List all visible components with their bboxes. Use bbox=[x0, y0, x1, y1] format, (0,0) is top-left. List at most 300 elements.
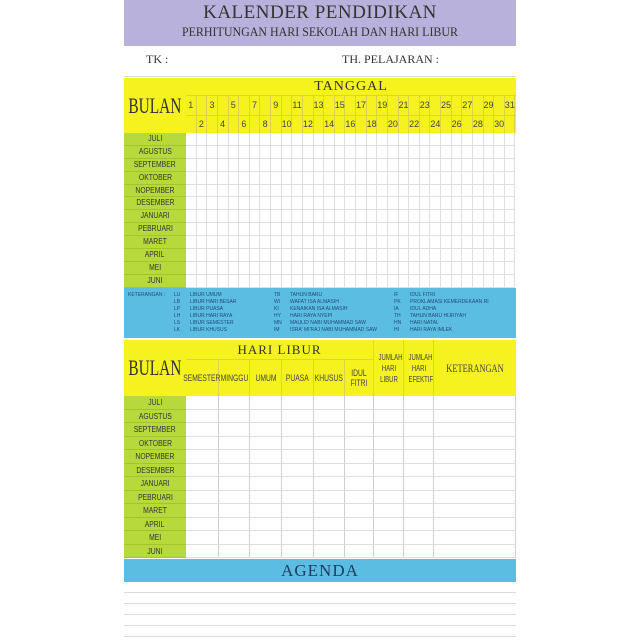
hari-libur-cell[interactable] bbox=[250, 464, 282, 478]
date-cell[interactable] bbox=[229, 172, 240, 185]
date-cell[interactable] bbox=[303, 185, 314, 198]
date-cell[interactable] bbox=[282, 146, 293, 159]
date-cell[interactable] bbox=[367, 236, 378, 249]
hari-libur-cell[interactable] bbox=[434, 437, 516, 451]
date-cell[interactable] bbox=[324, 262, 335, 275]
date-cell[interactable] bbox=[345, 210, 356, 223]
date-cell[interactable] bbox=[494, 249, 505, 262]
date-cell[interactable] bbox=[484, 210, 495, 223]
hari-libur-cell[interactable] bbox=[404, 504, 434, 518]
hari-libur-cell[interactable] bbox=[434, 477, 516, 491]
hari-libur-cell[interactable] bbox=[282, 545, 314, 559]
date-cell[interactable] bbox=[356, 210, 367, 223]
date-cell[interactable] bbox=[271, 146, 282, 159]
date-cell[interactable] bbox=[345, 249, 356, 262]
date-cell[interactable] bbox=[292, 236, 303, 249]
date-cell[interactable] bbox=[473, 275, 484, 288]
hari-libur-cell[interactable] bbox=[404, 464, 434, 478]
hari-libur-cell[interactable] bbox=[219, 504, 250, 518]
hari-libur-cell[interactable] bbox=[345, 477, 374, 491]
date-cell[interactable] bbox=[250, 262, 261, 275]
hari-libur-cell[interactable] bbox=[374, 477, 404, 491]
hari-libur-cell[interactable] bbox=[282, 464, 314, 478]
hari-libur-cell[interactable] bbox=[314, 518, 345, 532]
date-cell[interactable] bbox=[420, 275, 431, 288]
date-cell[interactable] bbox=[409, 172, 420, 185]
date-cell[interactable] bbox=[377, 172, 388, 185]
date-cell[interactable] bbox=[377, 185, 388, 198]
date-cell[interactable] bbox=[452, 275, 463, 288]
date-cell[interactable] bbox=[303, 236, 314, 249]
date-cell[interactable] bbox=[207, 197, 218, 210]
date-cell[interactable] bbox=[314, 172, 325, 185]
date-cell[interactable] bbox=[292, 249, 303, 262]
hari-libur-cell[interactable] bbox=[345, 423, 374, 437]
date-cell[interactable] bbox=[314, 197, 325, 210]
date-cell[interactable] bbox=[324, 159, 335, 172]
date-cell[interactable] bbox=[462, 133, 473, 146]
date-cell[interactable] bbox=[409, 197, 420, 210]
hari-libur-cell[interactable] bbox=[345, 450, 374, 464]
hari-libur-cell[interactable] bbox=[434, 504, 516, 518]
date-cell[interactable] bbox=[314, 185, 325, 198]
date-cell[interactable] bbox=[218, 197, 229, 210]
date-cell[interactable] bbox=[345, 159, 356, 172]
date-cell[interactable] bbox=[292, 133, 303, 146]
date-cell[interactable] bbox=[345, 185, 356, 198]
date-cell[interactable] bbox=[239, 197, 250, 210]
date-cell[interactable] bbox=[452, 249, 463, 262]
date-cell[interactable] bbox=[441, 159, 452, 172]
date-cell[interactable] bbox=[207, 249, 218, 262]
hari-libur-cell[interactable] bbox=[434, 491, 516, 505]
date-cell[interactable] bbox=[452, 172, 463, 185]
agenda-line[interactable] bbox=[124, 582, 516, 593]
date-cell[interactable] bbox=[399, 210, 410, 223]
date-cell[interactable] bbox=[303, 146, 314, 159]
date-cell[interactable] bbox=[271, 210, 282, 223]
date-cell[interactable] bbox=[367, 249, 378, 262]
date-cell[interactable] bbox=[430, 223, 441, 236]
date-cell[interactable] bbox=[314, 146, 325, 159]
date-cell[interactable] bbox=[239, 185, 250, 198]
date-cell[interactable] bbox=[218, 249, 229, 262]
date-cell[interactable] bbox=[314, 159, 325, 172]
date-cell[interactable] bbox=[452, 210, 463, 223]
date-cell[interactable] bbox=[314, 210, 325, 223]
date-cell[interactable] bbox=[377, 197, 388, 210]
date-cell[interactable] bbox=[324, 172, 335, 185]
date-cell[interactable] bbox=[462, 275, 473, 288]
date-cell[interactable] bbox=[303, 223, 314, 236]
date-cell[interactable] bbox=[345, 133, 356, 146]
date-cell[interactable] bbox=[484, 159, 495, 172]
date-cell[interactable] bbox=[197, 197, 208, 210]
date-cell[interactable] bbox=[239, 223, 250, 236]
date-cell[interactable] bbox=[239, 146, 250, 159]
date-cell[interactable] bbox=[292, 210, 303, 223]
hari-libur-cell[interactable] bbox=[345, 518, 374, 532]
date-cell[interactable] bbox=[229, 210, 240, 223]
date-cell[interactable] bbox=[239, 133, 250, 146]
date-cell[interactable] bbox=[367, 262, 378, 275]
date-cell[interactable] bbox=[229, 159, 240, 172]
hari-libur-cell[interactable] bbox=[314, 423, 345, 437]
date-cell[interactable] bbox=[303, 262, 314, 275]
date-cell[interactable] bbox=[356, 185, 367, 198]
date-cell[interactable] bbox=[282, 133, 293, 146]
hari-libur-cell[interactable] bbox=[250, 545, 282, 559]
date-cell[interactable] bbox=[505, 236, 516, 249]
date-cell[interactable] bbox=[324, 185, 335, 198]
hari-libur-cell[interactable] bbox=[186, 423, 219, 437]
hari-libur-cell[interactable] bbox=[282, 423, 314, 437]
date-cell[interactable] bbox=[239, 210, 250, 223]
hari-libur-cell[interactable] bbox=[434, 410, 516, 424]
date-cell[interactable] bbox=[409, 133, 420, 146]
date-cell[interactable] bbox=[484, 249, 495, 262]
date-cell[interactable] bbox=[420, 249, 431, 262]
date-cell[interactable] bbox=[324, 249, 335, 262]
date-cell[interactable] bbox=[282, 197, 293, 210]
date-cell[interactable] bbox=[462, 185, 473, 198]
date-cell[interactable] bbox=[462, 159, 473, 172]
date-cell[interactable] bbox=[218, 262, 229, 275]
date-cell[interactable] bbox=[282, 210, 293, 223]
date-cell[interactable] bbox=[324, 210, 335, 223]
date-cell[interactable] bbox=[441, 236, 452, 249]
date-cell[interactable] bbox=[314, 133, 325, 146]
date-cell[interactable] bbox=[377, 133, 388, 146]
hari-libur-cell[interactable] bbox=[250, 531, 282, 545]
hari-libur-cell[interactable] bbox=[345, 504, 374, 518]
date-cell[interactable] bbox=[207, 185, 218, 198]
date-cell[interactable] bbox=[303, 159, 314, 172]
hari-libur-cell[interactable] bbox=[374, 518, 404, 532]
date-cell[interactable] bbox=[250, 210, 261, 223]
hari-libur-cell[interactable] bbox=[282, 531, 314, 545]
hari-libur-cell[interactable] bbox=[186, 531, 219, 545]
hari-libur-cell[interactable] bbox=[282, 396, 314, 410]
date-cell[interactable] bbox=[505, 249, 516, 262]
date-cell[interactable] bbox=[473, 223, 484, 236]
hari-libur-cell[interactable] bbox=[186, 437, 219, 451]
date-cell[interactable] bbox=[441, 133, 452, 146]
date-cell[interactable] bbox=[377, 159, 388, 172]
date-cell[interactable] bbox=[473, 172, 484, 185]
date-cell[interactable] bbox=[377, 210, 388, 223]
date-cell[interactable] bbox=[335, 223, 346, 236]
date-cell[interactable] bbox=[250, 223, 261, 236]
date-cell[interactable] bbox=[250, 185, 261, 198]
date-cell[interactable] bbox=[303, 197, 314, 210]
hari-libur-cell[interactable] bbox=[282, 410, 314, 424]
date-cell[interactable] bbox=[399, 185, 410, 198]
hari-libur-cell[interactable] bbox=[186, 410, 219, 424]
date-cell[interactable] bbox=[260, 159, 271, 172]
date-cell[interactable] bbox=[335, 249, 346, 262]
date-cell[interactable] bbox=[494, 185, 505, 198]
hari-libur-cell[interactable] bbox=[314, 504, 345, 518]
hari-libur-cell[interactable] bbox=[314, 464, 345, 478]
hari-libur-cell[interactable] bbox=[345, 491, 374, 505]
hari-libur-cell[interactable] bbox=[250, 396, 282, 410]
date-cell[interactable] bbox=[473, 185, 484, 198]
date-cell[interactable] bbox=[324, 133, 335, 146]
date-cell[interactable] bbox=[197, 249, 208, 262]
date-cell[interactable] bbox=[473, 236, 484, 249]
date-cell[interactable] bbox=[441, 185, 452, 198]
hari-libur-cell[interactable] bbox=[219, 518, 250, 532]
date-cell[interactable] bbox=[260, 172, 271, 185]
date-cell[interactable] bbox=[462, 197, 473, 210]
date-cell[interactable] bbox=[367, 146, 378, 159]
date-cell[interactable] bbox=[186, 275, 197, 288]
date-cell[interactable] bbox=[218, 159, 229, 172]
hari-libur-cell[interactable] bbox=[314, 396, 345, 410]
hari-libur-cell[interactable] bbox=[434, 396, 516, 410]
hari-libur-cell[interactable] bbox=[434, 518, 516, 532]
hari-libur-cell[interactable] bbox=[345, 545, 374, 559]
date-cell[interactable] bbox=[473, 146, 484, 159]
date-cell[interactable] bbox=[250, 172, 261, 185]
date-cell[interactable] bbox=[484, 146, 495, 159]
date-cell[interactable] bbox=[484, 133, 495, 146]
date-cell[interactable] bbox=[505, 133, 516, 146]
date-cell[interactable] bbox=[282, 159, 293, 172]
date-cell[interactable] bbox=[484, 236, 495, 249]
date-cell[interactable] bbox=[430, 236, 441, 249]
agenda-line[interactable] bbox=[124, 604, 516, 615]
date-cell[interactable] bbox=[239, 236, 250, 249]
hari-libur-cell[interactable] bbox=[250, 518, 282, 532]
hari-libur-cell[interactable] bbox=[186, 491, 219, 505]
date-cell[interactable] bbox=[367, 223, 378, 236]
date-cell[interactable] bbox=[505, 223, 516, 236]
date-cell[interactable] bbox=[452, 236, 463, 249]
date-cell[interactable] bbox=[239, 159, 250, 172]
hari-libur-cell[interactable] bbox=[186, 477, 219, 491]
date-cell[interactable] bbox=[494, 236, 505, 249]
date-cell[interactable] bbox=[345, 146, 356, 159]
date-cell[interactable] bbox=[399, 133, 410, 146]
date-cell[interactable] bbox=[494, 159, 505, 172]
date-cell[interactable] bbox=[505, 210, 516, 223]
hari-libur-cell[interactable] bbox=[404, 437, 434, 451]
date-cell[interactable] bbox=[292, 262, 303, 275]
date-cell[interactable] bbox=[441, 223, 452, 236]
date-cell[interactable] bbox=[462, 172, 473, 185]
date-cell[interactable] bbox=[409, 249, 420, 262]
date-cell[interactable] bbox=[345, 172, 356, 185]
date-cell[interactable] bbox=[282, 249, 293, 262]
hari-libur-cell[interactable] bbox=[314, 410, 345, 424]
date-cell[interactable] bbox=[260, 133, 271, 146]
date-cell[interactable] bbox=[282, 236, 293, 249]
date-cell[interactable] bbox=[335, 133, 346, 146]
date-cell[interactable] bbox=[229, 236, 240, 249]
date-cell[interactable] bbox=[292, 185, 303, 198]
date-cell[interactable] bbox=[303, 133, 314, 146]
date-cell[interactable] bbox=[218, 172, 229, 185]
date-cell[interactable] bbox=[367, 159, 378, 172]
date-cell[interactable] bbox=[239, 249, 250, 262]
date-cell[interactable] bbox=[186, 159, 197, 172]
date-cell[interactable] bbox=[260, 185, 271, 198]
date-cell[interactable] bbox=[207, 159, 218, 172]
date-cell[interactable] bbox=[186, 249, 197, 262]
date-cell[interactable] bbox=[388, 275, 399, 288]
hari-libur-cell[interactable] bbox=[374, 423, 404, 437]
date-cell[interactable] bbox=[292, 159, 303, 172]
date-cell[interactable] bbox=[484, 275, 495, 288]
hari-libur-cell[interactable] bbox=[282, 504, 314, 518]
hari-libur-cell[interactable] bbox=[404, 491, 434, 505]
hari-libur-cell[interactable] bbox=[219, 545, 250, 559]
hari-libur-cell[interactable] bbox=[186, 464, 219, 478]
hari-libur-cell[interactable] bbox=[282, 477, 314, 491]
date-cell[interactable] bbox=[292, 223, 303, 236]
hari-libur-cell[interactable] bbox=[314, 450, 345, 464]
hari-libur-cell[interactable] bbox=[219, 464, 250, 478]
date-cell[interactable] bbox=[229, 197, 240, 210]
hari-libur-cell[interactable] bbox=[219, 450, 250, 464]
date-cell[interactable] bbox=[356, 146, 367, 159]
hari-libur-cell[interactable] bbox=[282, 437, 314, 451]
date-cell[interactable] bbox=[494, 210, 505, 223]
date-cell[interactable] bbox=[441, 249, 452, 262]
hari-libur-cell[interactable] bbox=[374, 531, 404, 545]
hari-libur-cell[interactable] bbox=[345, 410, 374, 424]
date-cell[interactable] bbox=[271, 133, 282, 146]
date-cell[interactable] bbox=[335, 159, 346, 172]
date-cell[interactable] bbox=[229, 133, 240, 146]
date-cell[interactable] bbox=[335, 236, 346, 249]
date-cell[interactable] bbox=[430, 185, 441, 198]
hari-libur-cell[interactable] bbox=[374, 464, 404, 478]
date-cell[interactable] bbox=[420, 172, 431, 185]
hari-libur-cell[interactable] bbox=[374, 491, 404, 505]
date-cell[interactable] bbox=[420, 262, 431, 275]
date-cell[interactable] bbox=[430, 275, 441, 288]
date-cell[interactable] bbox=[282, 185, 293, 198]
date-cell[interactable] bbox=[505, 262, 516, 275]
date-cell[interactable] bbox=[462, 236, 473, 249]
hari-libur-cell[interactable] bbox=[345, 531, 374, 545]
date-cell[interactable] bbox=[335, 146, 346, 159]
date-cell[interactable] bbox=[186, 210, 197, 223]
date-cell[interactable] bbox=[430, 133, 441, 146]
date-cell[interactable] bbox=[207, 133, 218, 146]
date-cell[interactable] bbox=[430, 197, 441, 210]
date-cell[interactable] bbox=[345, 236, 356, 249]
date-cell[interactable] bbox=[420, 185, 431, 198]
date-cell[interactable] bbox=[494, 262, 505, 275]
date-cell[interactable] bbox=[271, 236, 282, 249]
date-cell[interactable] bbox=[207, 262, 218, 275]
date-cell[interactable] bbox=[409, 159, 420, 172]
hari-libur-cell[interactable] bbox=[374, 396, 404, 410]
hari-libur-cell[interactable] bbox=[404, 545, 434, 559]
date-cell[interactable] bbox=[271, 249, 282, 262]
date-cell[interactable] bbox=[409, 210, 420, 223]
hari-libur-cell[interactable] bbox=[404, 410, 434, 424]
date-cell[interactable] bbox=[494, 133, 505, 146]
hari-libur-cell[interactable] bbox=[219, 410, 250, 424]
agenda-line[interactable] bbox=[124, 626, 516, 637]
date-cell[interactable] bbox=[420, 210, 431, 223]
date-cell[interactable] bbox=[441, 262, 452, 275]
hari-libur-cell[interactable] bbox=[250, 477, 282, 491]
date-cell[interactable] bbox=[356, 133, 367, 146]
date-cell[interactable] bbox=[462, 249, 473, 262]
date-cell[interactable] bbox=[420, 236, 431, 249]
date-cell[interactable] bbox=[292, 146, 303, 159]
hari-libur-cell[interactable] bbox=[219, 531, 250, 545]
date-cell[interactable] bbox=[335, 210, 346, 223]
date-cell[interactable] bbox=[473, 133, 484, 146]
date-cell[interactable] bbox=[388, 172, 399, 185]
date-cell[interactable] bbox=[462, 262, 473, 275]
date-cell[interactable] bbox=[399, 172, 410, 185]
hari-libur-cell[interactable] bbox=[250, 437, 282, 451]
date-cell[interactable] bbox=[239, 275, 250, 288]
hari-libur-cell[interactable] bbox=[282, 450, 314, 464]
date-cell[interactable] bbox=[430, 172, 441, 185]
date-cell[interactable] bbox=[494, 172, 505, 185]
date-cell[interactable] bbox=[452, 185, 463, 198]
date-cell[interactable] bbox=[356, 159, 367, 172]
date-cell[interactable] bbox=[399, 236, 410, 249]
date-cell[interactable] bbox=[505, 146, 516, 159]
hari-libur-cell[interactable] bbox=[345, 437, 374, 451]
date-cell[interactable] bbox=[377, 146, 388, 159]
date-cell[interactable] bbox=[250, 236, 261, 249]
date-cell[interactable] bbox=[186, 197, 197, 210]
hari-libur-cell[interactable] bbox=[186, 396, 219, 410]
date-cell[interactable] bbox=[282, 262, 293, 275]
date-cell[interactable] bbox=[282, 223, 293, 236]
date-cell[interactable] bbox=[430, 262, 441, 275]
date-cell[interactable] bbox=[345, 275, 356, 288]
date-cell[interactable] bbox=[399, 146, 410, 159]
hari-libur-cell[interactable] bbox=[374, 450, 404, 464]
date-cell[interactable] bbox=[345, 262, 356, 275]
date-cell[interactable] bbox=[335, 262, 346, 275]
date-cell[interactable] bbox=[484, 185, 495, 198]
date-cell[interactable] bbox=[239, 262, 250, 275]
hari-libur-cell[interactable] bbox=[219, 423, 250, 437]
date-cell[interactable] bbox=[388, 185, 399, 198]
agenda-line[interactable] bbox=[124, 615, 516, 626]
date-cell[interactable] bbox=[271, 185, 282, 198]
date-cell[interactable] bbox=[430, 210, 441, 223]
date-cell[interactable] bbox=[335, 275, 346, 288]
date-cell[interactable] bbox=[399, 223, 410, 236]
date-cell[interactable] bbox=[367, 197, 378, 210]
date-cell[interactable] bbox=[473, 210, 484, 223]
date-cell[interactable] bbox=[399, 262, 410, 275]
date-cell[interactable] bbox=[367, 133, 378, 146]
date-cell[interactable] bbox=[377, 262, 388, 275]
date-cell[interactable] bbox=[420, 197, 431, 210]
date-cell[interactable] bbox=[207, 236, 218, 249]
date-cell[interactable] bbox=[314, 223, 325, 236]
hari-libur-cell[interactable] bbox=[219, 491, 250, 505]
date-cell[interactable] bbox=[314, 275, 325, 288]
date-cell[interactable] bbox=[388, 210, 399, 223]
date-cell[interactable] bbox=[229, 146, 240, 159]
